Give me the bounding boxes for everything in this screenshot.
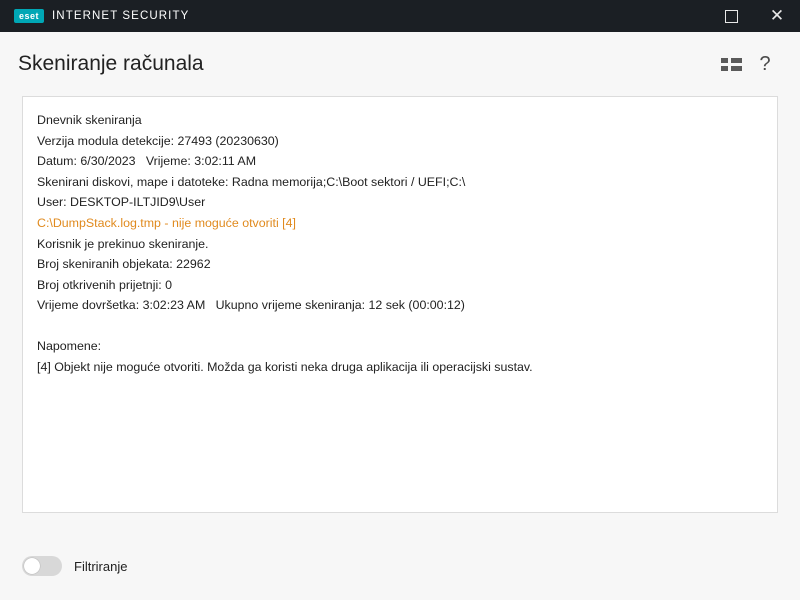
log-line: Dnevnik skeniranja	[37, 113, 142, 127]
main-content	[0, 96, 800, 532]
filter-toggle[interactable]	[22, 556, 62, 576]
scan-log-panel[interactable]	[22, 96, 778, 513]
grid-icon	[721, 58, 742, 71]
log-note: [4] Objekt nije moguće otvoriti. Možda ga koristi neka druga aplikacija ili operacijski sustav.	[37, 359, 533, 374]
filter-toggle-label: Filtriranje	[74, 558, 128, 574]
log-line: Datum: 6/30/2023 Vrijeme: 3:02:11 AM	[37, 154, 257, 169]
close-icon: ✕	[769, 6, 785, 25]
eset-logo: eset	[14, 9, 44, 23]
help-button[interactable]	[748, 47, 782, 81]
brand	[14, 9, 189, 23]
page-header	[0, 32, 800, 96]
layout-toggle-button[interactable]	[714, 47, 748, 81]
help-icon: ?	[759, 52, 771, 75]
maximize-button[interactable]	[708, 0, 754, 32]
toggle-knob	[24, 558, 40, 574]
log-line: Broj otkrivenih prijetnji: 0	[37, 277, 172, 292]
product-name: INTERNET SECURITY	[52, 10, 190, 22]
log-line-warning: C:\DumpStack.log.tmp - nije moguće otvoriti [4]	[37, 215, 296, 230]
log-line: Verzija modula detekcije: 27493 (20230630)	[37, 133, 279, 148]
close-button[interactable]	[754, 0, 800, 32]
log-line: User: DESKTOP-ILTJID9\User	[37, 195, 206, 210]
maximize-icon	[725, 10, 738, 23]
log-notes-heading: Napomene:	[37, 338, 102, 353]
log-line-spacer	[37, 316, 763, 336]
log-line: Korisnik je prekinuo skeniranje.	[37, 236, 209, 251]
log-line: Vrijeme dovršetka: 3:02:23 AM Ukupno vrijeme skeniranja: 12 sek (00:00:12)	[37, 298, 465, 313]
title-bar	[0, 0, 800, 32]
page-title: Skeniranje računala	[18, 52, 204, 75]
log-line: Skenirani diskovi, mape i datoteke: Radna memorija;C:\Boot sektori / UEFI;C:\	[37, 174, 466, 189]
log-line: Broj skeniranih objekata: 22962	[37, 257, 211, 272]
footer	[0, 532, 800, 600]
